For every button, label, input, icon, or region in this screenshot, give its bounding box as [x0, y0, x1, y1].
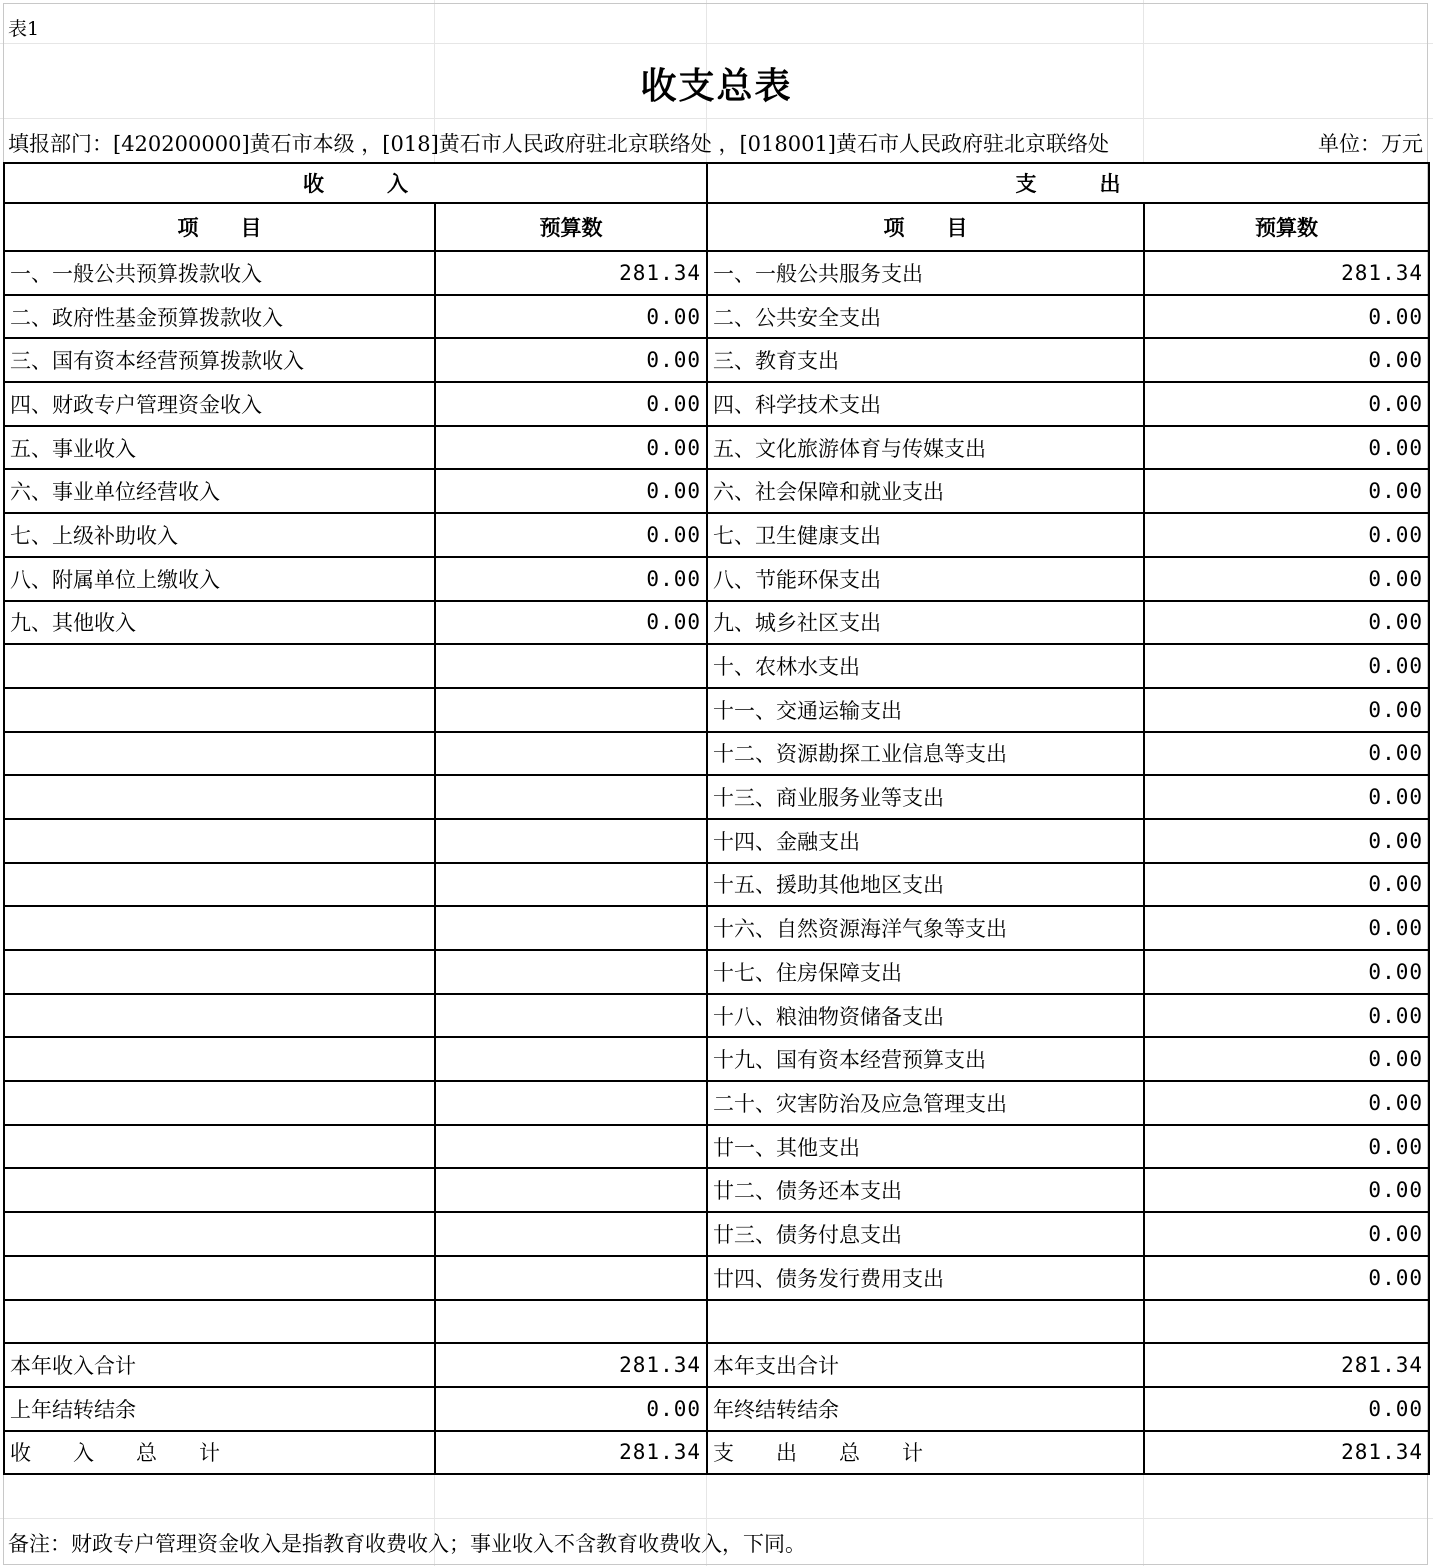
- expense-value-cell: 0.00: [1144, 819, 1429, 863]
- expense-item-cell: 十九、国有资本经营预算支出: [707, 1037, 1144, 1081]
- table-row: [4, 338, 1429, 382]
- income-value-cell: [435, 1256, 707, 1300]
- income-item-cell: [4, 994, 435, 1038]
- expense-item-cell: 九、城乡社区支出: [707, 601, 1144, 645]
- income-item-cell: 四、财政专户管理资金收入: [4, 382, 435, 426]
- income-value-cell: 0.00: [435, 426, 707, 470]
- expense-item-cell: 二十、灾害防治及应急管理支出: [707, 1081, 1144, 1125]
- expense-item-cell: 六、社会保障和就业支出: [707, 469, 1144, 513]
- expense-item-cell: 年终结转结余: [707, 1387, 1144, 1431]
- sheet-tag: 表1: [8, 18, 40, 40]
- income-item-cell: 六、事业单位经营收入: [4, 469, 435, 513]
- expense-value-cell: 0.00: [1144, 1256, 1429, 1300]
- income-item-cell: [4, 1125, 435, 1169]
- income-value-cell: 0.00: [435, 469, 707, 513]
- income-value-cell: 0.00: [435, 601, 707, 645]
- expense-item-cell: 十七、住房保障支出: [707, 950, 1144, 994]
- total-row: [4, 1431, 1429, 1475]
- income-item-cell: [4, 688, 435, 732]
- expense-value-cell: 0.00: [1144, 601, 1429, 645]
- table-row: [4, 863, 1429, 907]
- expense-item-cell: 十四、金融支出: [707, 819, 1144, 863]
- income-value-cell: [435, 1300, 707, 1344]
- expense-item-cell: 十三、商业服务业等支出: [707, 775, 1144, 819]
- income-item-cell: 上年结转结余: [4, 1387, 435, 1431]
- table-row: [4, 382, 1429, 426]
- expense-value-cell: [1144, 1300, 1429, 1344]
- expense-value-cell: 281.34: [1144, 251, 1429, 295]
- expense-item-cell: 七、卫生健康支出: [707, 513, 1144, 557]
- income-value-cell: 0.00: [435, 513, 707, 557]
- table-row: [4, 732, 1429, 776]
- footnote: 备注：财政专户管理资金收入是指教育收费收入；事业收入不含教育收费收入，下同。: [8, 1532, 806, 1556]
- income-item-cell: 五、事业收入: [4, 426, 435, 470]
- table-row: [4, 557, 1429, 601]
- table-row: [4, 426, 1429, 470]
- income-value-cell: [435, 906, 707, 950]
- expense-value-cell: 281.34: [1144, 1343, 1429, 1387]
- income-item-cell: [4, 1037, 435, 1081]
- table-row: [4, 906, 1429, 950]
- expense-value-cell: 281.34: [1144, 1431, 1429, 1475]
- expense-item-cell: 十一、交通运输支出: [707, 688, 1144, 732]
- budget-table: [3, 162, 1430, 1475]
- income-value-cell: 0.00: [435, 557, 707, 601]
- income-value-cell: [435, 1081, 707, 1125]
- income-item-cell: [4, 732, 435, 776]
- table-row: [4, 295, 1429, 339]
- expense-item-cell: 廿二、债务还本支出: [707, 1168, 1144, 1212]
- income-value-cell: 0.00: [435, 295, 707, 339]
- expense-item-cell: 八、节能环保支出: [707, 557, 1144, 601]
- expense-value-cell: 0.00: [1144, 1081, 1429, 1125]
- expense-item-cell: 四、科学技术支出: [707, 382, 1144, 426]
- income-value-cell: [435, 863, 707, 907]
- income-value-cell: [435, 1212, 707, 1256]
- table-row: [4, 1037, 1429, 1081]
- expense-value-cell: 0.00: [1144, 732, 1429, 776]
- table-row: [4, 1300, 1429, 1344]
- income-item-cell: [4, 1081, 435, 1125]
- expense-value-cell: 0.00: [1144, 1387, 1429, 1431]
- income-value-cell: [435, 688, 707, 732]
- expense-item-cell: 三、教育支出: [707, 338, 1144, 382]
- band-header-row: [4, 163, 1429, 203]
- income-value-cell: 0.00: [435, 1387, 707, 1431]
- expense-value-cell: 0.00: [1144, 513, 1429, 557]
- expense-value-cell: 0.00: [1144, 1037, 1429, 1081]
- expense-band-header: 支 出: [707, 163, 1429, 203]
- expense-item-cell: 廿一、其他支出: [707, 1125, 1144, 1169]
- income-item-cell: 九、其他收入: [4, 601, 435, 645]
- expense-item-cell: 十五、援助其他地区支出: [707, 863, 1144, 907]
- expense-item-cell: 二、公共安全支出: [707, 295, 1144, 339]
- expense-item-cell: 十八、粮油物资储备支出: [707, 994, 1144, 1038]
- income-item-cell: [4, 863, 435, 907]
- income-item-cell: 八、附属单位上缴收入: [4, 557, 435, 601]
- expense-value-cell: 0.00: [1144, 950, 1429, 994]
- column-header-row: [4, 203, 1429, 251]
- expense-item-cell: 廿三、债务付息支出: [707, 1212, 1144, 1256]
- income-value-cell: [435, 950, 707, 994]
- expense-item-cell: 五、文化旅游体育与传媒支出: [707, 426, 1144, 470]
- expense-budget-header: 预算数: [1144, 203, 1429, 251]
- income-item-cell: 本年收入合计: [4, 1343, 435, 1387]
- table-row: [4, 688, 1429, 732]
- expense-item-cell: 支 出 总 计: [707, 1431, 1144, 1475]
- expense-item-header: 项 目: [707, 203, 1144, 251]
- expense-value-cell: 0.00: [1144, 1168, 1429, 1212]
- total-row: [4, 1387, 1429, 1431]
- income-value-cell: [435, 994, 707, 1038]
- expense-value-cell: 0.00: [1144, 1212, 1429, 1256]
- expense-value-cell: 0.00: [1144, 994, 1429, 1038]
- expense-item-cell: 十、农林水支出: [707, 644, 1144, 688]
- income-item-cell: [4, 950, 435, 994]
- expense-value-cell: 0.00: [1144, 557, 1429, 601]
- table-row: [4, 775, 1429, 819]
- income-item-cell: [4, 775, 435, 819]
- income-value-cell: [435, 775, 707, 819]
- income-item-cell: [4, 1168, 435, 1212]
- expense-item-cell: 十六、自然资源海洋气象等支出: [707, 906, 1144, 950]
- expense-value-cell: 0.00: [1144, 1125, 1429, 1169]
- department-label: 填报部门：[420200000]黄石市本级 ，[018]黄石市人民政府驻北京联络处 ，[018001]黄石市人民政府驻北京联络处: [8, 132, 1109, 156]
- total-row: [4, 1343, 1429, 1387]
- table-row: [4, 1081, 1429, 1125]
- income-item-cell: 七、上级补助收入: [4, 513, 435, 557]
- income-item-cell: 二、政府性基金预算拨款收入: [4, 295, 435, 339]
- expense-value-cell: 0.00: [1144, 295, 1429, 339]
- income-item-cell: 一、一般公共预算拨款收入: [4, 251, 435, 295]
- table-row: [4, 994, 1429, 1038]
- income-item-cell: [4, 1300, 435, 1344]
- unit-label: 单位：万元: [1318, 132, 1423, 156]
- expense-item-cell: [707, 1300, 1144, 1344]
- income-value-cell: 0.00: [435, 338, 707, 382]
- income-item-header: 项 目: [4, 203, 435, 251]
- expense-value-cell: 0.00: [1144, 775, 1429, 819]
- income-value-cell: [435, 819, 707, 863]
- table-row: [4, 1168, 1429, 1212]
- income-value-cell: [435, 732, 707, 776]
- income-value-cell: [435, 644, 707, 688]
- expense-value-cell: 0.00: [1144, 688, 1429, 732]
- expense-value-cell: 0.00: [1144, 338, 1429, 382]
- income-value-cell: [435, 1125, 707, 1169]
- table-row: [4, 469, 1429, 513]
- expense-value-cell: 0.00: [1144, 863, 1429, 907]
- income-item-cell: [4, 819, 435, 863]
- income-item-cell: 收 入 总 计: [4, 1431, 435, 1475]
- expense-value-cell: 0.00: [1144, 469, 1429, 513]
- expense-item-cell: 一、一般公共服务支出: [707, 251, 1144, 295]
- income-item-cell: 三、国有资本经营预算拨款收入: [4, 338, 435, 382]
- income-value-cell: 281.34: [435, 1343, 707, 1387]
- income-item-cell: [4, 1256, 435, 1300]
- table-row: [4, 513, 1429, 557]
- expense-value-cell: 0.00: [1144, 426, 1429, 470]
- income-value-cell: 281.34: [435, 251, 707, 295]
- income-band-header: 收 入: [4, 163, 707, 203]
- expense-value-cell: 0.00: [1144, 382, 1429, 426]
- income-budget-header: 预算数: [435, 203, 707, 251]
- table-row: [4, 1256, 1429, 1300]
- income-value-cell: 281.34: [435, 1431, 707, 1475]
- income-item-cell: [4, 906, 435, 950]
- table-row: [4, 251, 1429, 295]
- table-row: [4, 1212, 1429, 1256]
- income-item-cell: [4, 1212, 435, 1256]
- expense-value-cell: 0.00: [1144, 644, 1429, 688]
- table-row: [4, 601, 1429, 645]
- income-value-cell: [435, 1168, 707, 1212]
- table-row: [4, 950, 1429, 994]
- expense-item-cell: 十二、资源勘探工业信息等支出: [707, 732, 1144, 776]
- expense-item-cell: 廿四、债务发行费用支出: [707, 1256, 1144, 1300]
- expense-value-cell: 0.00: [1144, 906, 1429, 950]
- table-row: [4, 819, 1429, 863]
- page-title: 收支总表: [640, 65, 793, 107]
- expense-item-cell: 本年支出合计: [707, 1343, 1144, 1387]
- table-row: [4, 1125, 1429, 1169]
- income-value-cell: [435, 1037, 707, 1081]
- table-row: [4, 644, 1429, 688]
- income-item-cell: [4, 644, 435, 688]
- income-value-cell: 0.00: [435, 382, 707, 426]
